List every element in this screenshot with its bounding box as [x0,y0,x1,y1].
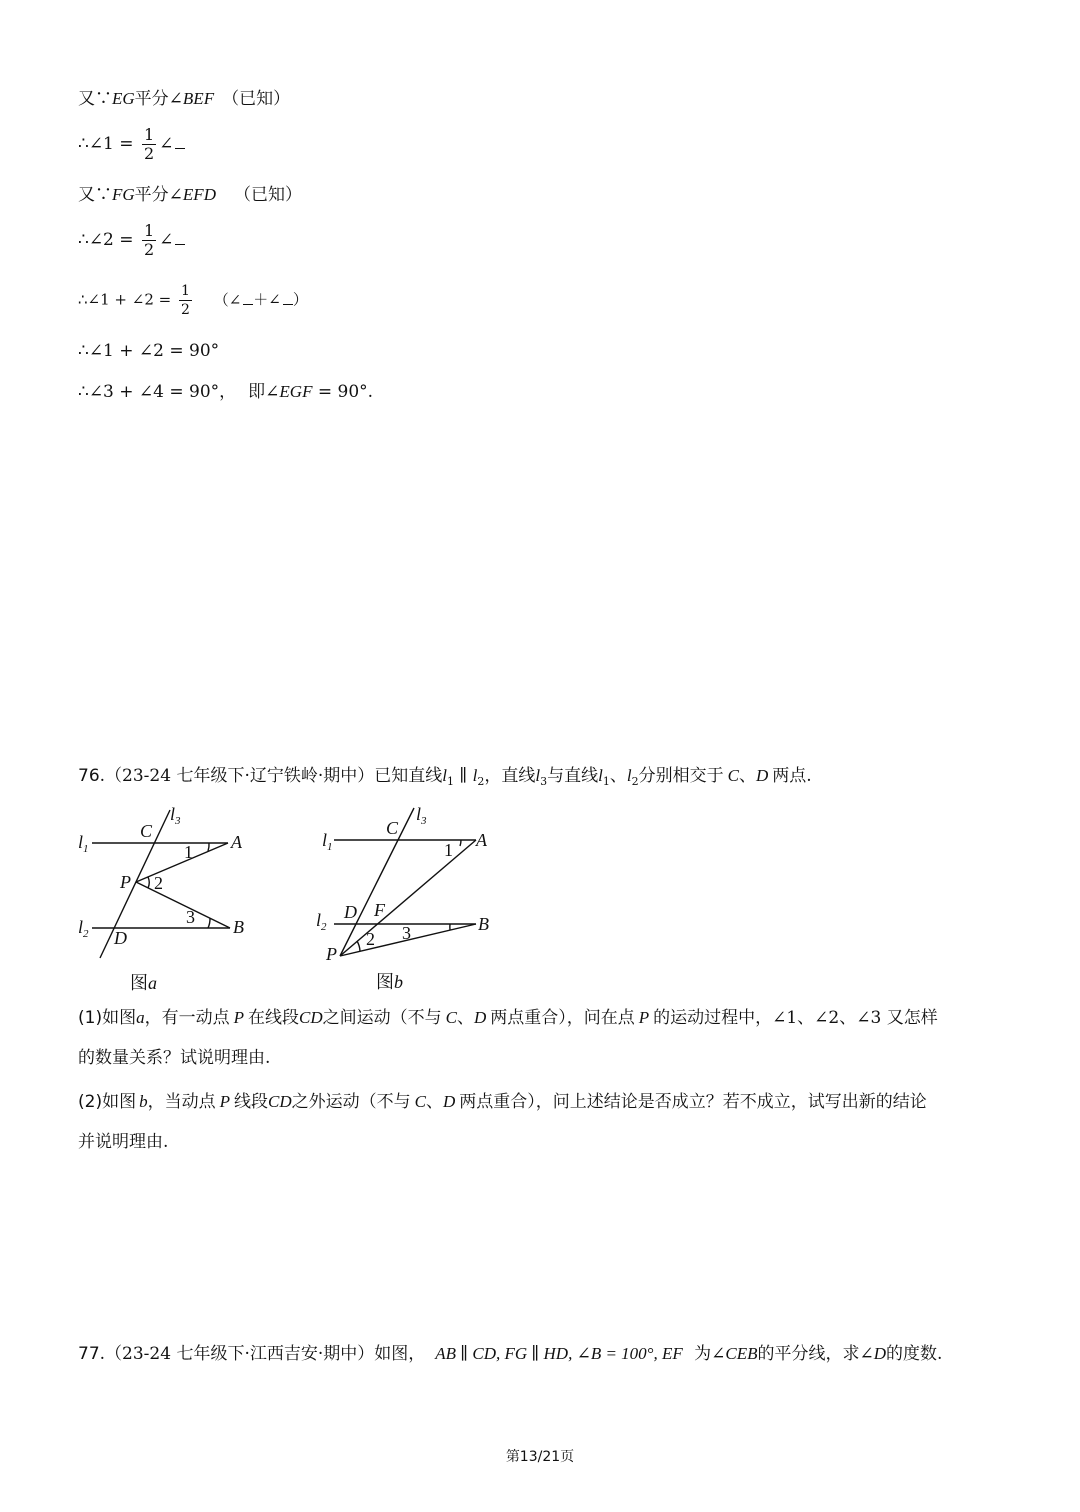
part-number: (1) [78,1008,103,1028]
var: FG [112,185,135,204]
label-angle-2: 2 [366,929,375,949]
fraction [142,126,156,163]
subscript: 1 [602,775,610,788]
question-number: 77 [78,1344,100,1364]
text: 两点重合），问上述结论是否成立？若不成立，试写出新的结论 [459,1092,927,1112]
var: P [233,1008,244,1027]
proof-line-4 [78,222,185,259]
var: P [219,1092,230,1111]
denominator: 2 [143,240,155,259]
var: EG [112,89,135,108]
caption-b: 图b [376,972,403,992]
text: 在线段 [247,1008,299,1028]
part-2-line-1 [78,1082,1008,1122]
text: .（23-24 七年级下·辽宁铁岭·期中）已知直线 [99,766,443,786]
blank [283,290,293,305]
text: ∴∠1 = [78,134,134,154]
var: l [535,766,541,785]
var: EGF [279,382,313,401]
question-77-stem [78,1342,942,1366]
text: 之外运动（不与 [291,1092,411,1112]
angle-1-arc [208,843,209,851]
text: 为∠ [688,1344,726,1364]
text: 的平分线，求∠ [757,1344,874,1364]
proof-line-6 [78,340,219,362]
text: 、 [425,1092,443,1112]
angle-1-arc [460,840,461,846]
text: 平分∠ [134,89,183,109]
denominator: 2 [143,144,155,163]
text: ＋∠ [253,290,281,309]
text: 与直线 [547,766,599,786]
var: D [755,766,769,785]
var: EFD [182,185,216,204]
label-l1: $l_1$ [322,830,333,853]
label-F: F [374,900,385,920]
text: 又∵ [78,89,112,109]
text: 即∠ [248,382,280,402]
var: l [598,766,603,785]
question-76-stem [78,764,812,790]
question-76-part-1 [78,998,1008,1078]
text: 平分∠ [134,185,183,205]
text: = 90°. [312,382,374,402]
label-A: A [231,832,242,852]
fraction [179,282,192,319]
label-l2: $l_2$ [78,917,89,940]
proof-line-2 [78,126,185,163]
text: ∴∠2 = [78,230,134,250]
text: 线段 [233,1092,268,1112]
text: 、 [738,766,756,786]
text: 如图 [102,1092,137,1112]
text: ，直线 [484,766,536,786]
blank [175,134,185,149]
var: CEB [725,1344,758,1363]
label-angle-3: 3 [186,907,195,927]
var: D [473,1008,487,1027]
text: （已知） [233,185,302,205]
text: ∠ [159,134,174,154]
caption-a: 图a [130,973,157,993]
subscript: 3 [540,775,548,788]
text: ∠ [159,230,174,250]
text: ∥ [454,766,473,786]
part-number: (2) [78,1092,103,1112]
var: BEF [182,89,215,108]
text: 、 [456,1008,474,1028]
page-number: 第13/21页 [505,1449,575,1465]
var: l [626,766,632,785]
question-number: 76 [78,766,100,786]
text: ，当动点 [147,1092,216,1112]
subscript: 2 [631,775,639,788]
text: ） [292,290,308,309]
var: D [442,1092,456,1111]
text: （已知） [222,89,291,109]
math-expression: AB ∥ CD, FG ∥ HD, ∠B = 100°, EF [435,1344,683,1363]
proof-line-5 [78,282,308,319]
angle-2-arc [148,877,149,888]
label-l3: $l_3$ [170,804,181,827]
denominator: 2 [181,302,190,318]
angle-3-arc [208,918,210,928]
blank [243,290,253,305]
text: 两点重合），问在点 [490,1008,635,1028]
label-P: P [120,872,131,892]
var: CD [298,1008,323,1027]
segment-PB [136,882,230,928]
segment-PA [136,843,228,882]
text: 之间运动（不与 [322,1008,442,1028]
text: ∴∠1 + ∠2 = [78,290,172,309]
label-D: D [344,902,357,922]
numerator: 1 [181,283,190,299]
label-P: P [326,944,337,964]
text: 又∵ [78,185,112,205]
angle-2-arc [357,941,360,951]
fraction [142,222,156,259]
part-1-line-1 [78,998,1008,1038]
label-B: B [478,914,489,934]
blank [175,230,185,245]
label-angle-1: 1 [444,840,453,860]
label-D: D [114,928,127,948]
text: 如图 [102,1008,137,1028]
numerator: 1 [143,125,155,144]
var: C [727,766,739,785]
var: b [139,1092,148,1111]
label-l2: $l_2$ [316,910,327,933]
text: 的度数. [886,1344,943,1364]
text: .（23-24 七年级下·江西吉安·期中）如图， [99,1344,426,1364]
text: （∠ [213,290,242,309]
label-angle-3: 3 [402,923,411,943]
figure-b [310,800,520,1000]
var: P [638,1008,650,1027]
label-angle-1: 1 [184,842,193,862]
var: C [445,1008,457,1027]
var: l [442,766,447,785]
var: C [414,1092,426,1111]
proof-line-7 [78,381,373,403]
part-2-line-2: 并说明理由. [78,1132,169,1152]
var: a [136,1008,145,1027]
var: l [472,766,478,785]
text: 两点. [772,766,812,786]
text: ，有一动点 [144,1008,230,1028]
subscript: 1 [447,775,454,788]
text: 、 [609,766,627,786]
var: D [873,1344,887,1363]
label-A: A [476,830,487,850]
proof-line-3 [78,184,302,206]
part-1-line-2: 的数量关系？试说明理由. [78,1048,271,1068]
text: ∴∠3 + ∠4 = 90°， [78,382,237,402]
label-C: C [386,818,399,838]
numerator: 1 [143,221,155,240]
label-l1: $l_1$ [78,832,89,855]
figure-a [70,800,270,1000]
label-B: B [233,917,244,937]
label-l3: $l_3$ [416,804,427,827]
question-76-part-2 [78,1082,1008,1162]
var: CD [267,1092,292,1111]
subscript: 2 [477,775,485,788]
proof-line-1 [78,88,290,110]
text: 的运动过程中，∠1、∠2、∠3 又怎样 [653,1008,938,1028]
text: 分别相交于 [638,766,724,786]
text: ∴∠1 + ∠2 = 90° [78,341,220,361]
label-angle-2: 2 [154,873,163,893]
label-C: C [140,821,153,841]
